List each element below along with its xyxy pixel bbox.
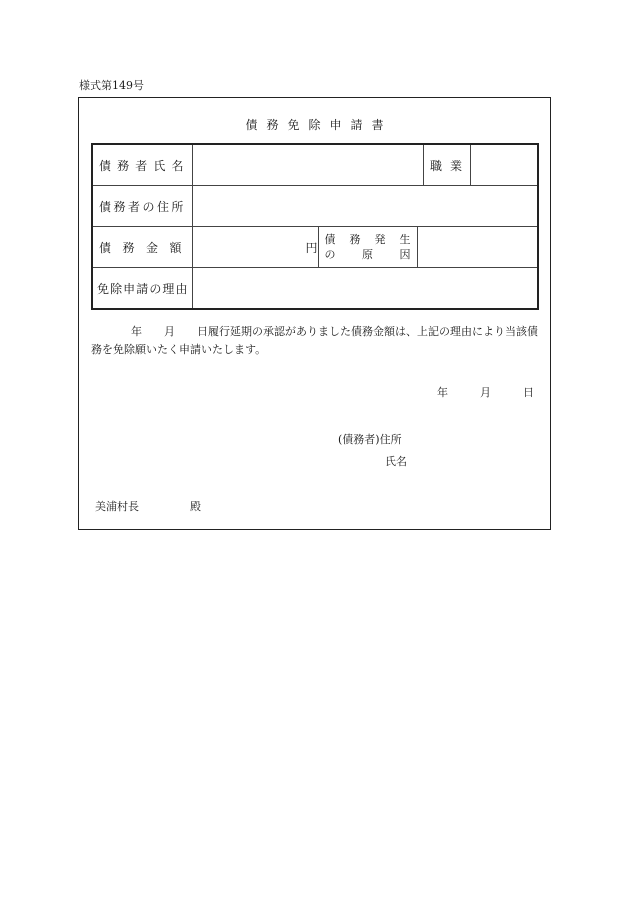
yen-unit: 円 bbox=[305, 240, 318, 255]
occupation-field[interactable] bbox=[471, 144, 539, 186]
debtor-address-field[interactable] bbox=[192, 186, 538, 227]
date-day: 日 bbox=[523, 386, 534, 399]
table-row-debtor-name bbox=[92, 144, 538, 186]
date-month: 月 bbox=[480, 386, 491, 399]
request-statement: 年 月 日履行延期の承認がありました債務金額は、上記の理由により当該債務を免除願いたく申請いたします。 bbox=[91, 325, 538, 356]
table-row-debtor-address bbox=[92, 186, 538, 227]
amount-field[interactable] bbox=[192, 227, 318, 268]
reason-label: 免 除 申 請 の 理 由 bbox=[92, 268, 192, 310]
form-number: 様式第149号 bbox=[79, 79, 144, 92]
table-row-amount bbox=[92, 227, 538, 268]
document-title: 債務免除申請書 bbox=[245, 118, 393, 132]
application-date bbox=[437, 384, 534, 400]
addressee: 美浦村長 bbox=[95, 500, 139, 513]
applicant-address-label: (債務者)住所 bbox=[338, 433, 402, 446]
cause-field[interactable] bbox=[417, 227, 538, 268]
occupation-label: 職 業 bbox=[424, 144, 471, 186]
applicant-name-label: 氏名 bbox=[385, 455, 407, 468]
debtor-address-label: 債 務 者 の 住 所 bbox=[92, 186, 192, 227]
application-form bbox=[78, 97, 551, 530]
debtor-name-field[interactable] bbox=[192, 144, 424, 186]
info-table bbox=[91, 143, 539, 310]
debtor-name-label: 債 務 者 氏 名 bbox=[92, 144, 192, 186]
amount-label: 債 務 金 額 bbox=[92, 227, 192, 268]
date-year: 年 bbox=[437, 386, 448, 399]
table-row-reason bbox=[92, 268, 538, 310]
honorific: 殿 bbox=[190, 500, 201, 513]
cause-label: 債 務 発 生 の 原 因 bbox=[318, 227, 417, 268]
reason-field[interactable] bbox=[192, 268, 538, 310]
